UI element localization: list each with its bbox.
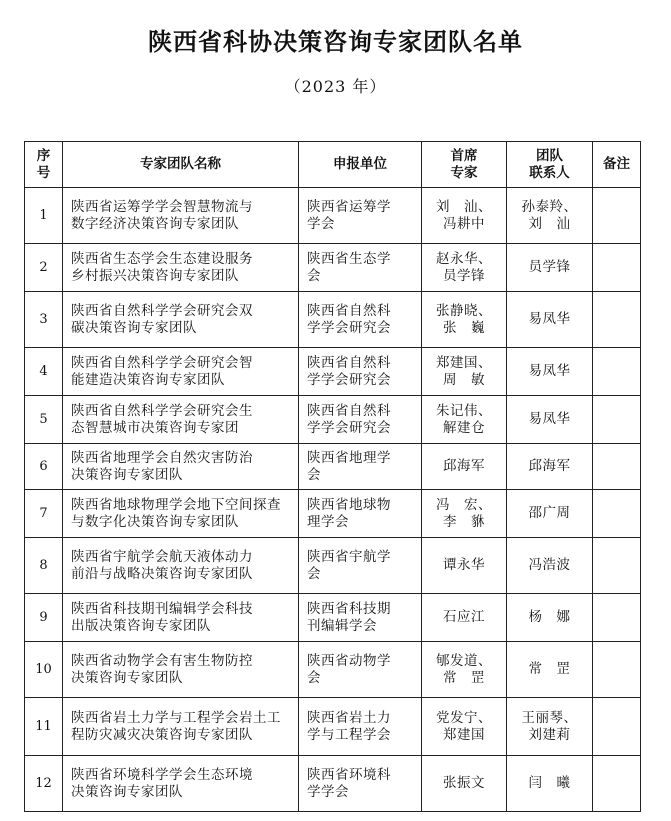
row-index: 5 xyxy=(25,396,63,444)
row-contact-text: 邵广周 xyxy=(528,505,571,521)
row-note xyxy=(593,444,641,490)
row-index: 4 xyxy=(25,348,63,396)
header-team-name: 专家团队名称 xyxy=(63,142,299,188)
row-chief-expert-text: 郑建国、 周 敏 xyxy=(436,354,492,388)
row-applicant-unit-text: 陕西省生态学 会 xyxy=(307,250,391,284)
row-chief-expert-text: 邱海军 xyxy=(443,458,485,474)
document-title: 陕西省科协决策咨询专家团队名单 xyxy=(148,28,523,56)
row-note xyxy=(593,244,641,292)
row-team-name xyxy=(63,538,299,594)
row-team-name xyxy=(63,642,299,698)
row-contact xyxy=(507,444,593,490)
row-chief-expert xyxy=(422,490,507,538)
row-chief-expert xyxy=(422,538,507,594)
row-contact xyxy=(507,538,593,594)
row-note xyxy=(593,188,641,244)
row-index: 8 xyxy=(25,538,63,594)
table-header-row xyxy=(25,142,641,188)
row-team-name-text: 陕西省自然科学学会研究会生 态智慧城市决策咨询专家团 xyxy=(71,402,253,436)
row-applicant-unit-text: 陕西省宇航学 会 xyxy=(307,548,391,582)
row-applicant-unit xyxy=(299,756,422,812)
row-chief-expert xyxy=(422,642,507,698)
row-applicant-unit xyxy=(299,188,422,244)
row-index: 12 xyxy=(25,756,63,812)
table-row xyxy=(25,756,641,812)
expert-team-table xyxy=(24,141,641,812)
row-contact-text: 孙泰羚、 刘 汕 xyxy=(521,198,578,232)
row-team-name-text: 陕西省地理学会自然灾害防治 决策咨询专家团队 xyxy=(71,449,253,483)
row-note xyxy=(593,538,641,594)
row-chief-expert-text: 张静晓、 张 巍 xyxy=(436,302,492,336)
table-row xyxy=(25,490,641,538)
row-team-name-text: 陕西省地球物理学会地下空间探查 与数字化决策咨询专家团队 xyxy=(71,496,281,530)
row-contact xyxy=(507,698,593,756)
row-team-name-text: 陕西省动物学会有害生物防控 决策咨询专家团队 xyxy=(71,652,253,686)
row-note xyxy=(593,490,641,538)
row-team-name xyxy=(63,490,299,538)
document-subtitle: （2023 年） xyxy=(284,77,387,96)
row-contact-text: 易凤华 xyxy=(528,363,571,379)
row-contact-text: 闫 曦 xyxy=(528,775,571,791)
row-team-name-text: 陕西省运筹学学会智慧物流与 数字经济决策咨询专家团队 xyxy=(71,198,253,232)
row-team-name-text: 陕西省宇航学会航天液体动力 前沿与战略决策咨询专家团队 xyxy=(71,548,253,582)
row-chief-expert-text: 刘 汕、 冯耕中 xyxy=(436,198,492,232)
row-index: 9 xyxy=(25,594,63,642)
row-applicant-unit-text: 陕西省地球物 理学会 xyxy=(307,496,391,530)
row-team-name-text: 陕西省环境科学学会生态环境 决策咨询专家团队 xyxy=(71,766,253,800)
row-note xyxy=(593,642,641,698)
row-chief-expert-text: 党发宁、 郑建国 xyxy=(436,709,492,743)
row-team-name xyxy=(63,756,299,812)
row-applicant-unit-text: 陕西省岩土力 学与工程学会 xyxy=(307,709,391,743)
row-team-name xyxy=(63,348,299,396)
row-applicant-unit xyxy=(299,396,422,444)
row-applicant-unit xyxy=(299,538,422,594)
row-contact-text: 王丽琴、 刘建莉 xyxy=(521,709,578,743)
table-row xyxy=(25,244,641,292)
row-applicant-unit-text: 陕西省环境科 学学会 xyxy=(307,766,391,800)
row-applicant-unit-text: 陕西省动物学 会 xyxy=(307,652,391,686)
row-team-name xyxy=(63,396,299,444)
row-note xyxy=(593,594,641,642)
table-row xyxy=(25,188,641,244)
row-index: 6 xyxy=(25,444,63,490)
row-applicant-unit xyxy=(299,348,422,396)
row-index: 11 xyxy=(25,698,63,756)
table-row xyxy=(25,348,641,396)
row-index: 2 xyxy=(25,244,63,292)
row-index: 10 xyxy=(25,642,63,698)
row-chief-expert-text: 张振文 xyxy=(443,775,485,791)
row-contact-text: 杨 娜 xyxy=(528,609,571,625)
row-index: 1 xyxy=(25,188,63,244)
row-contact xyxy=(507,594,593,642)
row-applicant-unit-text: 陕西省自然科 学学会研究会 xyxy=(307,354,391,388)
row-team-name-text: 陕西省科技期刊编辑学会科技 出版决策咨询专家团队 xyxy=(71,600,253,634)
row-index: 3 xyxy=(25,292,63,348)
row-contact xyxy=(507,348,593,396)
row-applicant-unit-text: 陕西省运筹学 学会 xyxy=(307,198,391,232)
header-chief-expert: 首席 专家 xyxy=(422,142,507,188)
row-contact-text: 常 罡 xyxy=(528,661,571,677)
table-row xyxy=(25,698,641,756)
row-team-name xyxy=(63,444,299,490)
header-contact: 团队 联系人 xyxy=(507,142,593,188)
row-team-name xyxy=(63,594,299,642)
row-chief-expert xyxy=(422,594,507,642)
row-contact xyxy=(507,244,593,292)
row-contact-text: 易凤华 xyxy=(528,311,571,327)
row-contact xyxy=(507,756,593,812)
row-chief-expert xyxy=(422,396,507,444)
row-contact xyxy=(507,292,593,348)
table-row xyxy=(25,538,641,594)
row-applicant-unit xyxy=(299,244,422,292)
table-row xyxy=(25,594,641,642)
row-applicant-unit xyxy=(299,594,422,642)
row-team-name xyxy=(63,698,299,756)
row-note xyxy=(593,756,641,812)
row-note xyxy=(593,348,641,396)
row-note xyxy=(593,698,641,756)
row-chief-expert xyxy=(422,348,507,396)
table-body xyxy=(25,188,641,812)
row-chief-expert xyxy=(422,756,507,812)
row-chief-expert-text: 谭永华 xyxy=(443,557,485,573)
header-applicant-unit: 申报单位 xyxy=(299,142,422,188)
table-row xyxy=(25,642,641,698)
row-chief-expert-text: 赵永华、 员学锋 xyxy=(436,250,492,284)
row-applicant-unit xyxy=(299,642,422,698)
row-contact xyxy=(507,188,593,244)
row-index: 7 xyxy=(25,490,63,538)
row-team-name-text: 陕西省自然科学学会研究会智 能建造决策咨询专家团队 xyxy=(71,354,253,388)
row-team-name xyxy=(63,244,299,292)
table-row xyxy=(25,292,641,348)
row-team-name-text: 陕西省自然科学学会研究会双 碳决策咨询专家团队 xyxy=(71,302,253,336)
header-index: 序 号 xyxy=(25,142,63,188)
row-contact-text: 邱海军 xyxy=(528,458,571,474)
table-row xyxy=(25,396,641,444)
row-team-name-text: 陕西省岩土力学与工程学会岩土工 程防灾减灾决策咨询专家团队 xyxy=(71,709,281,743)
row-applicant-unit-text: 陕西省自然科 学学会研究会 xyxy=(307,402,391,436)
row-chief-expert xyxy=(422,244,507,292)
row-chief-expert xyxy=(422,698,507,756)
row-team-name xyxy=(63,292,299,348)
row-chief-expert-text: 石应江 xyxy=(443,609,485,625)
row-applicant-unit-text: 陕西省科技期 刊编辑学会 xyxy=(307,600,391,634)
row-applicant-unit xyxy=(299,490,422,538)
row-applicant-unit xyxy=(299,444,422,490)
row-applicant-unit-text: 陕西省地理学 会 xyxy=(307,449,391,483)
row-note xyxy=(593,292,641,348)
row-contact xyxy=(507,642,593,698)
row-team-name-text: 陕西省生态学会生态建设服务 乡村振兴决策咨询专家团队 xyxy=(71,250,253,284)
row-contact-text: 员学锋 xyxy=(528,259,571,275)
row-contact-text: 易凤华 xyxy=(528,411,571,427)
row-applicant-unit xyxy=(299,698,422,756)
header-note: 备注 xyxy=(593,142,641,188)
row-applicant-unit-text: 陕西省自然科 学学会研究会 xyxy=(307,302,391,336)
row-chief-expert-text: 朱记伟、 解建仓 xyxy=(436,402,492,436)
row-chief-expert xyxy=(422,188,507,244)
row-chief-expert-text: 冯 宏、 李 貅 xyxy=(436,496,492,530)
row-contact-text: 冯浩波 xyxy=(528,557,571,573)
row-contact xyxy=(507,490,593,538)
row-applicant-unit xyxy=(299,292,422,348)
row-note xyxy=(593,396,641,444)
row-chief-expert xyxy=(422,292,507,348)
table-row xyxy=(25,444,641,490)
row-contact xyxy=(507,396,593,444)
row-chief-expert xyxy=(422,444,507,490)
row-team-name xyxy=(63,188,299,244)
row-chief-expert-text: 郇发道、 常 罡 xyxy=(436,652,492,686)
